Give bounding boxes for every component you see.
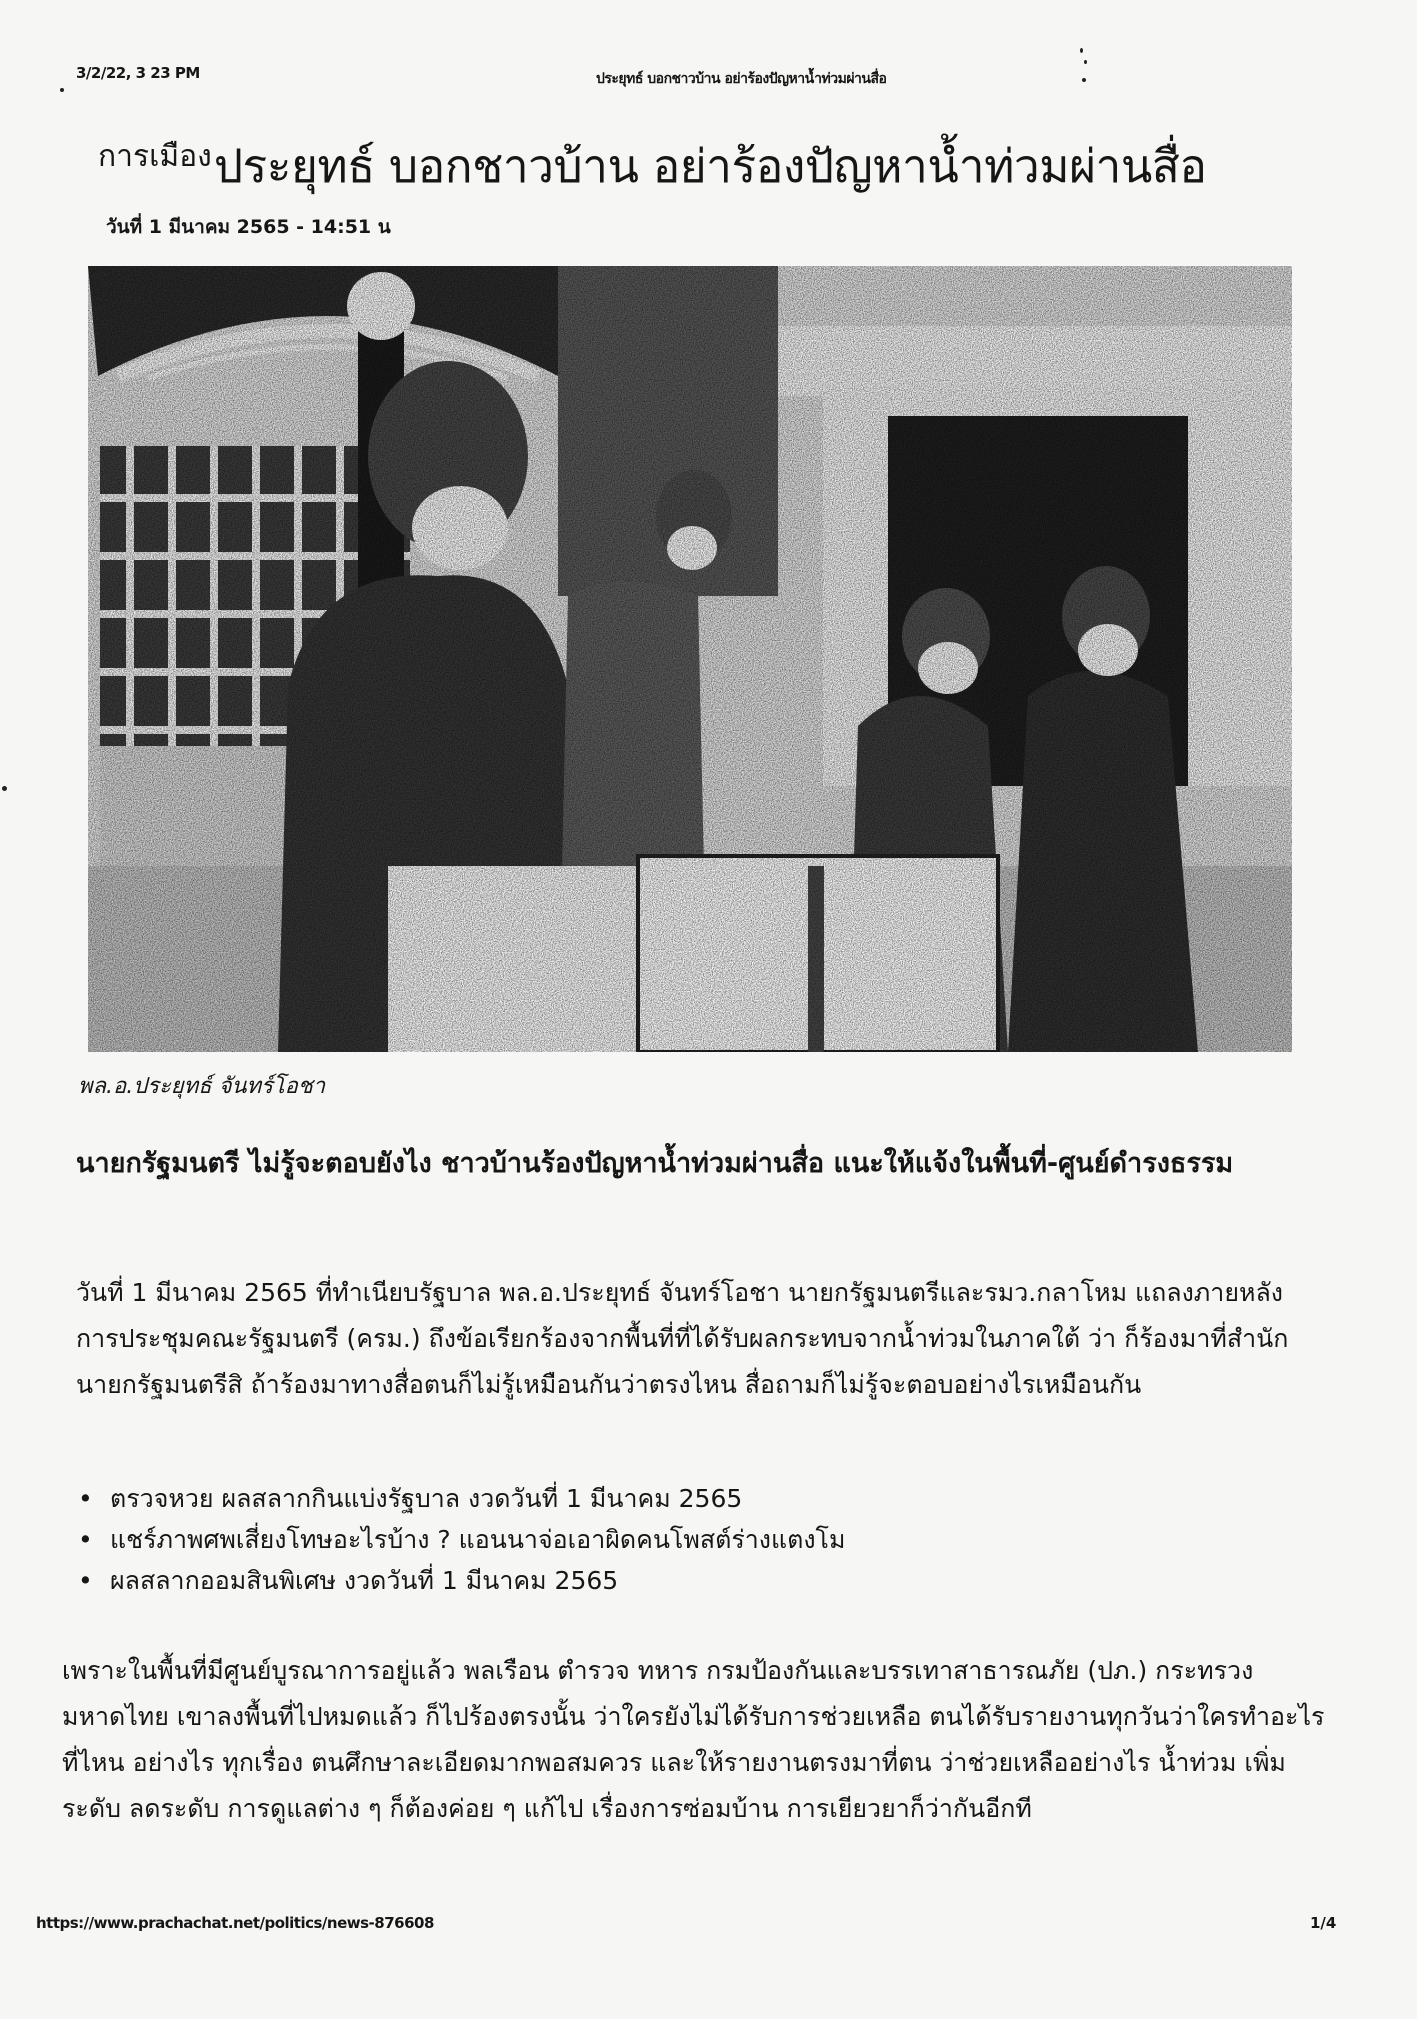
bullet-dot: • xyxy=(78,1484,93,1513)
print-datetime: 3/2/22, 3 23 PM xyxy=(76,64,200,82)
article-lead: นายกรัฐมนตรี ไม่รู้จะตอบยังไง ชาวบ้านร้องปัญหาน้ำท่วมผ่านสื่อ แนะให้แจ้งในพื้นที่-ศูนย์ดำรงธรรม xyxy=(76,1148,1234,1179)
print-page-title: ประยุทธ์ บอกชาวบ้าน อย่าร้องปัญหาน้ำท่วมผ่านสื่อ xyxy=(596,71,887,87)
related-link-text[interactable]: ตรวจหวย ผลสลากกินแบ่งรัฐบาล งวดวันที่ 1 มีนาคม 2565 xyxy=(110,1484,743,1513)
article-photo xyxy=(88,266,1292,1052)
print-url: https://www.prachachat.net/politics/news-876608 xyxy=(36,1914,434,1932)
article-category[interactable]: การเมือง xyxy=(98,139,212,174)
bullet-dot: • xyxy=(78,1525,93,1554)
related-link[interactable] xyxy=(76,1560,1306,1601)
article-paragraph: วันที่ 1 มีนาคม 2565 ที่ทำเนียบรัฐบาล พล.อ.ประยุทธ์ จันทร์โอชา นายกรัฐมนตรีและรมว.กลาโหม แถลงภายหลังการประชุมคณะรัฐมนตรี (ครม.) ถึงข้อเรียกร้องจากพื้นที่ที่ได้รับผลกระทบจากน้ำท่วมในภาคใต้ ว่า ก็ร้องมาที่สำนักนายกรัฐมนตรีสิ ถ้าร้องมาทางสื่อตนก็ไม่รู้เหมือนกันว่าตรงไหน สื่อถามก็ไม่รู้จะตอบอย่างไรเหมือนกัน xyxy=(76,1278,1289,1399)
scan-speck xyxy=(2,786,7,791)
article-headline xyxy=(98,130,1328,203)
print-page-number: 1/4 xyxy=(1310,1914,1337,1932)
related-link[interactable] xyxy=(76,1519,1306,1560)
publish-date: วันที่ 1 มีนาคม 2565 - 14:51 น xyxy=(106,216,391,238)
bullet-dot: • xyxy=(78,1566,93,1595)
related-link-text[interactable]: แชร์ภาพศพเสี่ยงโทษอะไรบ้าง ? แอนนาจ่อเอาผิดคนโพสต์ร่างแตงโม xyxy=(110,1525,846,1554)
article-title: ประยุทธ์ บอกชาวบ้าน อย่าร้องปัญหาน้ำท่วมผ่านสื่อ xyxy=(213,139,1207,193)
related-links-list xyxy=(76,1478,1306,1601)
related-link[interactable] xyxy=(76,1478,1306,1519)
scan-speck xyxy=(1080,48,1083,53)
photo-caption: พล.อ.ประยุทธ์ จันทร์โอชา xyxy=(78,1074,326,1099)
scan-speck xyxy=(1082,78,1086,82)
article-paragraph: เพราะในพื้นที่มีศูนย์บูรณาการอยู่แล้ว พลเรือน ตำรวจ ทหาร กรมป้องกันและบรรเทาสาธารณภัย (ปภ.) กระทรวงมหาดไทย เขาลงพื้นที่ไปหมดแล้ว ก็ไปร้องตรงนั้น ว่าใครยังไม่ได้รับการช่วยเหลือ ตนได้รับรายงานทุกวันว่าใครทำอะไร ที่ไหน อย่างไร ทุกเรื่อง ตนศึกษาละเอียดมากพอสมควร และให้รายงานตรงมาที่ตน ว่าช่วยเหลืออย่างไร น้ำท่วม เพิ่มระดับ ลดระดับ การดูแลต่าง ๆ ก็ต้องค่อย ๆ แก้ไป เรื่องการซ่อมบ้าน การเยียวยาก็ว่ากันอีกที xyxy=(62,1656,1325,1823)
related-link-text[interactable]: ผลสลากออมสินพิเศษ งวดวันที่ 1 มีนาคม 2565 xyxy=(110,1566,619,1595)
scan-speck xyxy=(60,88,64,92)
scan-speck xyxy=(1084,60,1087,64)
